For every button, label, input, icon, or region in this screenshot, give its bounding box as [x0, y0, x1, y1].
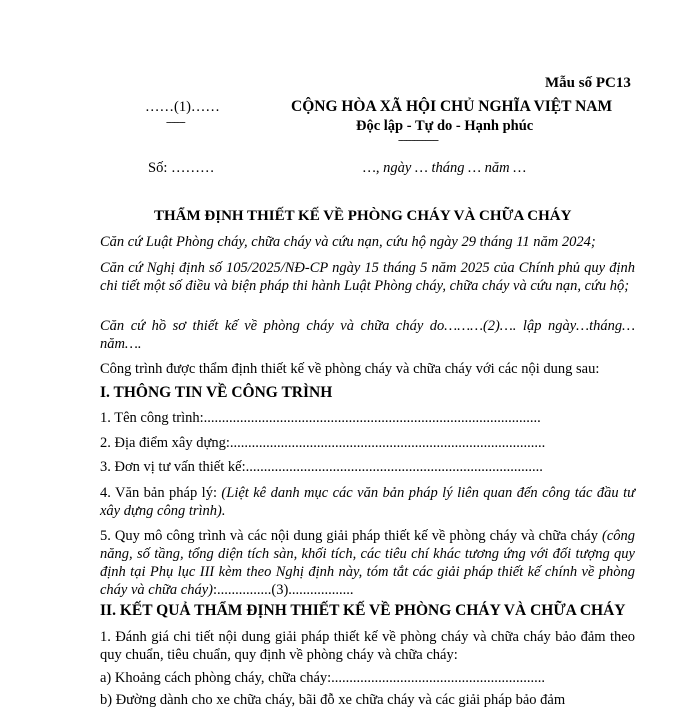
- basis-law: Căn cứ Luật Phòng cháy, chữa cháy và cứu nạn, cứu hộ ngày 29 tháng 11 năm 2024;: [100, 234, 596, 250]
- agency-underline: -------: [166, 116, 185, 128]
- project-scale-tail: :...............(3)..................: [212, 582, 354, 598]
- project-scale-item: [100, 527, 635, 599]
- country-name: CỘNG HÒA XÃ HỘI CHỦ NGHĨA VIỆT NAM: [291, 98, 613, 115]
- fire-distance-field: a) Khoảng cách phòng cháy, chữa cháy:...........................................................: [100, 670, 546, 686]
- section2-heading: II. KẾT QUẢ THẨM ĐỊNH THIẾT KẾ VỀ PHÒNG CHÁY VÀ CHỮA CHÁY: [100, 602, 626, 619]
- fire-truck-road-field: b) Đường dành cho xe chữa cháy, bãi đỗ xe chữa cháy và các giải pháp bảo đảm: [100, 692, 566, 708]
- location-field: 2. Địa điểm xây dựng:.......................................................................................: [100, 435, 546, 451]
- basis-decree: Căn cứ Nghị định số 105/2025/NĐ-CP ngày 15 tháng 5 năm 2025 của Chính phủ quy định chi tiết một số điều và biện pháp thi hành Luật Phòng cháy, chữa cháy và cứu nạn, cứu hộ;: [100, 260, 635, 294]
- evaluation-item: 1. Đánh giá chi tiết nội dung giải pháp thiết kế về phòng cháy và chữa cháy bảo đảm theo quy chuẩn, tiêu chuẩn, quy định về phòng cháy và chữa cháy:: [100, 629, 635, 663]
- document-title: THẨM ĐỊNH THIẾT KẾ VỀ PHÒNG CHÁY VÀ CHỮA CHÁY: [154, 208, 572, 224]
- section1-heading: I. THÔNG TIN VỀ CÔNG TRÌNH: [100, 384, 333, 401]
- legal-docs-item: [100, 484, 635, 520]
- basis-dossier: Căn cứ hồ sơ thiết kế về phòng cháy và chữa cháy do………(2)…. lập ngày…tháng… năm….: [100, 318, 635, 352]
- motto-underline: ---------------: [398, 134, 438, 146]
- project-scale-note: (công năng, số tầng, tổng diện tích sàn, khối tích, các tiêu chí khác tương ứng với đối tượng quy định tại Phụ lục III kèm theo Nghị định này, tóm tắt các giải pháp thiết kế chính về phòng cháy và chữa cháy): [100, 528, 635, 598]
- project-scale-label: 5. Quy mô công trình và các nội dung giải pháp thiết kế về phòng cháy và chữa cháy: [100, 528, 602, 544]
- national-motto: Độc lập - Tự do - Hạnh phúc: [356, 118, 534, 134]
- legal-docs-label: 4. Văn bản pháp lý:: [100, 485, 222, 501]
- document-number: Số: ………: [148, 160, 215, 176]
- consultant-field: 3. Đơn vị tư vấn thiết kế:..................................................................................: [100, 459, 543, 475]
- date-line: …, ngày … tháng … năm …: [363, 160, 527, 176]
- project-name-field: 1. Tên công trình:.............................................................................................: [100, 410, 541, 426]
- intro-text: Công trình được thẩm định thiết kế về phòng cháy và chữa cháy với các nội dung sau:: [100, 361, 600, 377]
- legal-docs-note: (Liệt kê danh mục các văn bản pháp lý liên quan đến công tác đầu tư xây dựng công trình).: [100, 485, 636, 519]
- agency-placeholder: ……(1)……: [145, 99, 220, 115]
- form-code: Mẫu số PC13: [545, 75, 631, 91]
